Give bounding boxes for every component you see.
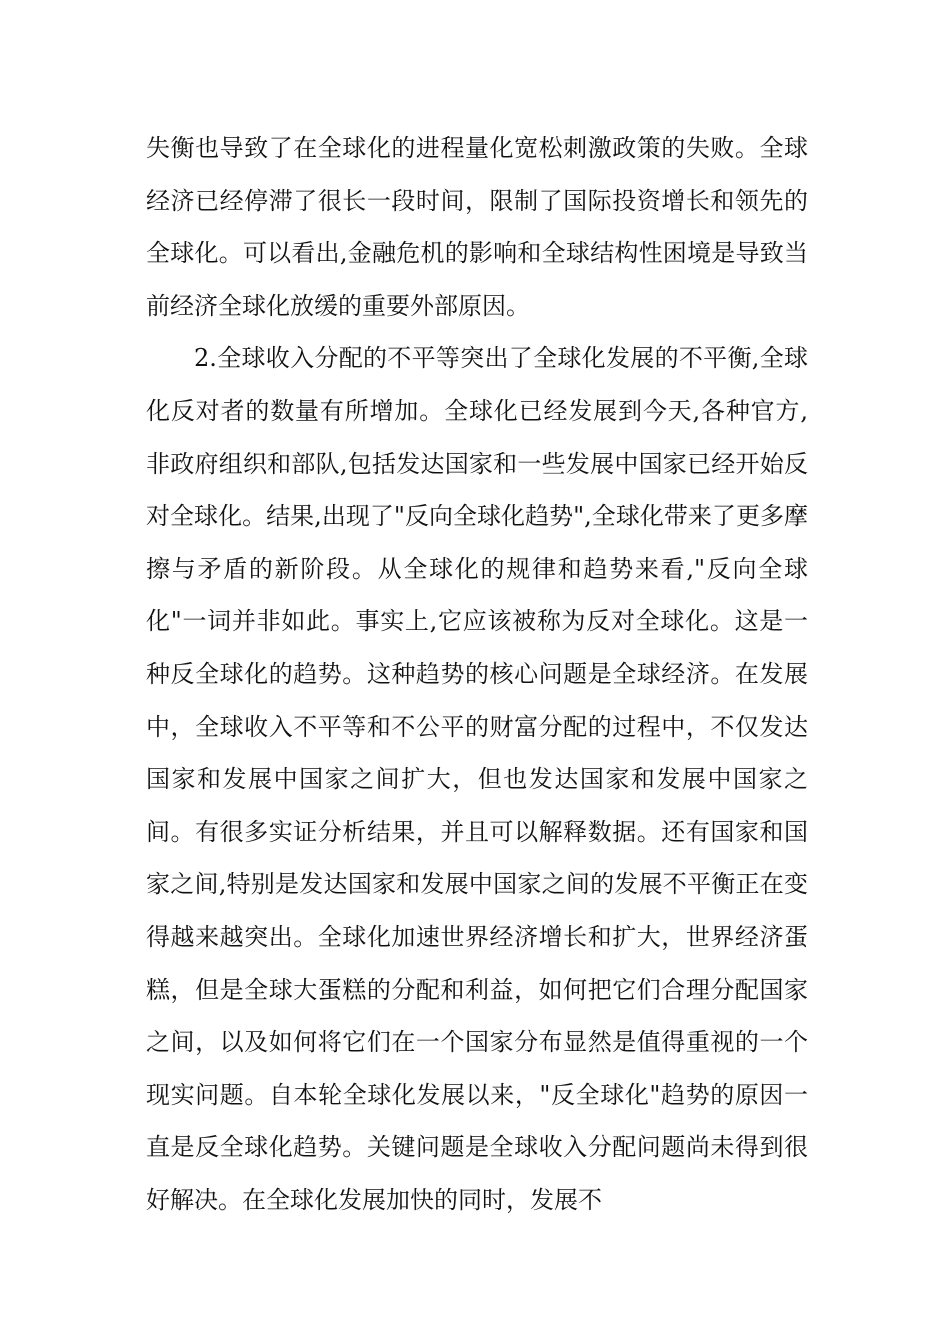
body-text [146, 122, 808, 1226]
paragraph-continuation: 失衡也导致了在全球化的进程量化宽松刺激政策的失败。全球经济已经停滞了很长一段时间，限制了国际投资增长和领先的全球化。可以看出,金融危机的影响和全球结构性困境是导致当前经济全球化放缓的重要外部原因。 [146, 134, 808, 320]
paragraph-2: 2.全球收入分配的不平等突出了全球化发展的不平衡,全球化反对者的数量有所增加。全球化已经发展到今天,各种官方,非政府组织和部队,包括发达国家和一些发展中国家已经开始反对全球化。结果,出现了"反向全球化趋势",全球化带来了更多摩擦与矛盾的新阶段。从全球化的规律和趋势来看,"反向全球化"一词并非如此。事实上,它应该被称为反对全球化。这是一种反全球化的趋势。这种趋势的核心问题是全球经济。在发展中，全球收入不平等和不公平的财富分配的过程中，不仅发达国家和发展中国家之间扩大，但也发达国家和发展中国家之间。有很多实证分析结果，并且可以解释数据。还有国家和国家之间,特别是发达国家和发展中国家之间的发展不平衡正在变得越来越突出。全球化加速世界经济增长和扩大，世界经济蛋糕，但是全球大蛋糕的分配和利益，如何把它们合理分配国家之间，以及如何将它们在一个国家分布显然是值得重视的一个现实问题。自本轮全球化发展以来，"反全球化"趋势的原因一直是反全球化趋势。关键问题是全球收入分配问题尚未得到很好解决。在全球化发展加快的同时，发展不 [146, 344, 808, 1214]
